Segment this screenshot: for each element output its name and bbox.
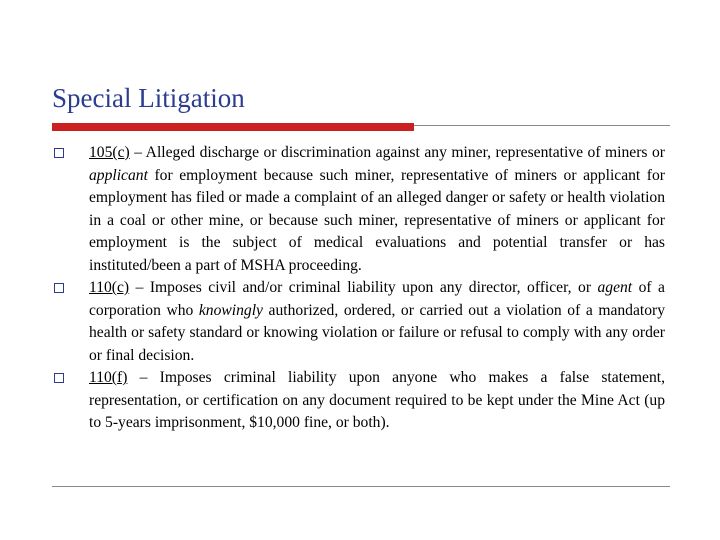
- bullet-text: – Alleged discharge or discrimination against any miner, representative of miners or: [129, 144, 665, 161]
- hollow-square-bullet-icon: [54, 373, 64, 383]
- section-code-110c: 110(c): [89, 279, 130, 296]
- bullet-text: for employment because such miner, representative of miners or applicant for employment has filed or made a complaint of an alleged danger or safety or health violation in a coal or other mine, or because such miner, representative of miners or applicant for employment is the subject of medical evaluations and potential transfer or has instituted/been a part of MSHA proceeding.: [89, 166, 665, 274]
- bullet-text: of a corporation who: [89, 279, 665, 319]
- section-code-105c: 105(c): [89, 144, 130, 161]
- bullet-item-110c: [53, 277, 665, 367]
- emphasis-agent: agent: [597, 279, 633, 296]
- bullet-item-110f: [53, 367, 665, 435]
- section-code-110f: 110(f): [89, 369, 128, 386]
- footer-divider: [52, 486, 670, 487]
- bullet-item-105c: [53, 142, 665, 277]
- bullet-text: – Imposes criminal liability upon anyone who makes a false statement, representation, or certification on any document required to be kept under the Mine Act (up to 5-years imprisonment, $10,000 fine, or both).: [89, 369, 665, 431]
- hollow-square-bullet-icon: [54, 148, 64, 158]
- emphasis-knowingly: knowingly: [198, 301, 263, 319]
- title-accent-bar: [52, 123, 414, 131]
- emphasis-applicant: applicant: [89, 166, 148, 184]
- bullet-text: – Imposes civil and/or criminal liability upon any director, officer, or: [129, 279, 598, 296]
- bullet-list: [53, 142, 665, 435]
- slide-title: Special Litigation: [52, 83, 245, 113]
- hollow-square-bullet-icon: [54, 283, 64, 293]
- bullet-text: authorized, ordered, or carried out a violation of a mandatory health or safety standard or knowing violation or failure or refusal to comply with any order or final decision.: [89, 301, 666, 364]
